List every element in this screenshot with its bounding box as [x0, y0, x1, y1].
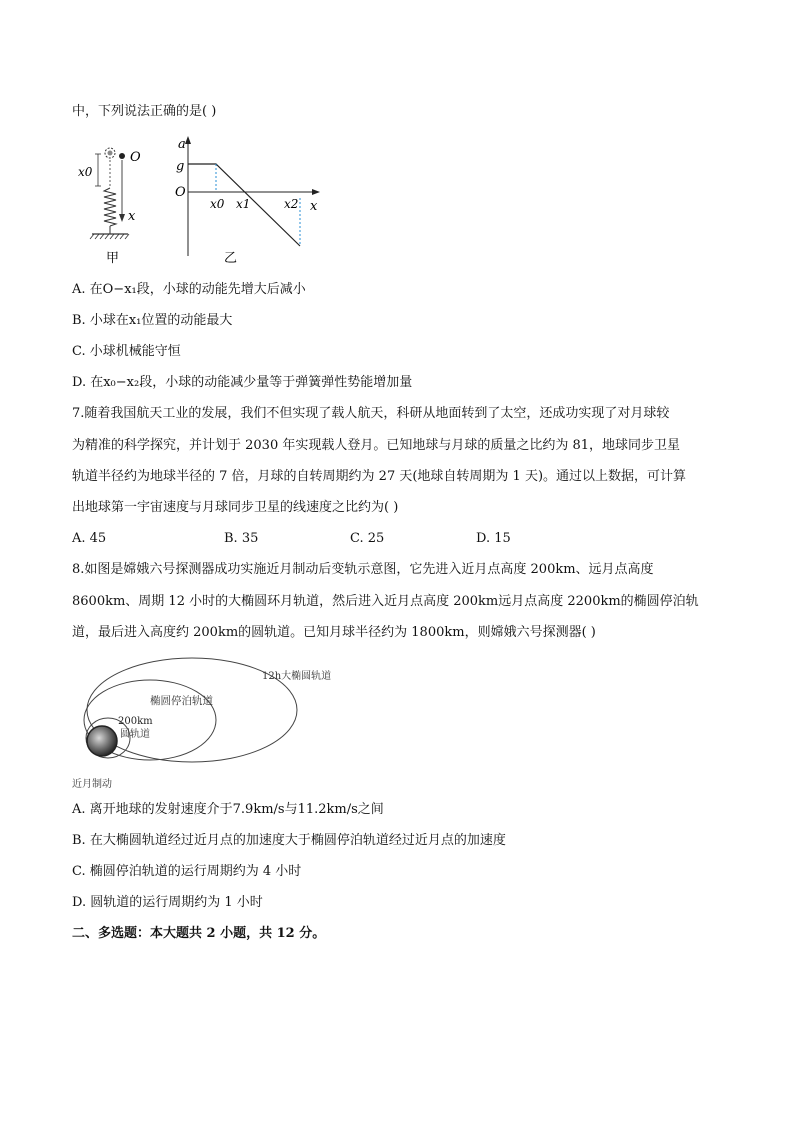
orbit-label-brake: 近月制动: [72, 779, 112, 790]
q6-stem-tail: 中，下列说法正确的是( ): [72, 104, 217, 119]
yi-label-x2: x2: [284, 197, 299, 211]
yi-label-g: g: [176, 159, 185, 174]
q7-stem-line-1: 7.随着我国航天工业的发展，我们不但实现了载人航天，科研从地面转到了太空，还成功实现了对月球较: [72, 406, 670, 421]
yi-label-x0: x0: [210, 197, 225, 211]
orbit-label-circ-1: 200km: [118, 716, 153, 727]
ball-icon: [119, 153, 125, 159]
q7-option-a: A. 45: [72, 531, 107, 546]
q7-option-b: B. 35: [224, 531, 259, 546]
q6-option-d: D. 在x₀−x₂段，小球的动能减少量等于弹簧弹性势能增加量: [72, 375, 413, 390]
spring-icon: [104, 188, 116, 226]
orbit-label-big: 12h大椭圆轨道: [262, 671, 332, 682]
q7-stem-line-3: 轨道半径约为地球半径的 7 倍，月球的自转周期约为 27 天(地球自转周期为 1 天)。通过以上数据，可计算: [72, 469, 687, 484]
q6-figure-jia: [72, 138, 162, 268]
orbit-label-circ-2: 圆轨道: [120, 729, 150, 740]
q7-options: [72, 529, 511, 549]
q8-option-d: D. 圆轨道的运行周期约为 1 小时: [72, 895, 263, 910]
q8-stem-line-3: 道，最后进入高度约 200km的圆轨道。已知月球半径约为 1800km，则嫦娥六号探测器( ): [72, 625, 596, 640]
jia-label-x0: x0: [78, 165, 93, 179]
q8-orbit-figure: [72, 656, 372, 796]
q6-figure-yi: [168, 132, 338, 268]
yi-label-x1: x1: [236, 197, 251, 211]
q7-option-c: C. 25: [350, 531, 385, 546]
yi-label-x: x: [310, 199, 318, 214]
yi-label-o: O: [175, 185, 186, 200]
jia-caption: 甲: [106, 251, 120, 266]
moon-icon: [87, 726, 117, 756]
q6-option-a: A. 在O−x₁段，小球的动能先增大后减小: [72, 282, 306, 297]
jia-label-x: x: [128, 209, 136, 224]
q6-option-c: C. 小球机械能守恒: [72, 344, 181, 359]
q8-stem-line-1: 8.如图是嫦娥六号探测器成功实施近月制动后变轨示意图，它先进入近月点高度 200km、远月点高度: [72, 562, 654, 577]
q7-option-d: D. 15: [476, 531, 511, 546]
yi-caption: 乙: [224, 251, 238, 266]
q8-option-a: A. 离开地球的发射速度介于7.9km/s与11.2km/s之间: [72, 802, 384, 817]
q8-option-c: C. 椭圆停泊轨道的运行周期约为 4 小时: [72, 864, 302, 879]
q8-stem-line-2: 8600km、周期 12 小时的大椭圆环月轨道，然后进入近月点高度 200km远月点高度 2200km的椭圆停泊轨: [72, 594, 699, 609]
yi-label-a: a: [178, 137, 186, 152]
q6-option-b: B. 小球在x₁位置的动能最大: [72, 313, 233, 328]
orbit-label-parking: 椭圆停泊轨道: [150, 695, 213, 707]
q8-option-b: B. 在大椭圆轨道经过近月点的加速度大于椭圆停泊轨道经过近月点的加速度: [72, 833, 506, 848]
q7-stem-line-4: 出地球第一宇宙速度与月球同步卫星的线速度之比约为( ): [72, 500, 399, 515]
section-2-heading: 二、多选题：本大题共 2 小题，共 12 分。: [72, 926, 326, 941]
q7-stem-line-2: 为精准的科学探究，并计划于 2030 年实现载人登月。已知地球与月球的质量之比约为 81，地球同步卫星: [72, 438, 681, 453]
jia-label-o: O: [130, 150, 141, 165]
